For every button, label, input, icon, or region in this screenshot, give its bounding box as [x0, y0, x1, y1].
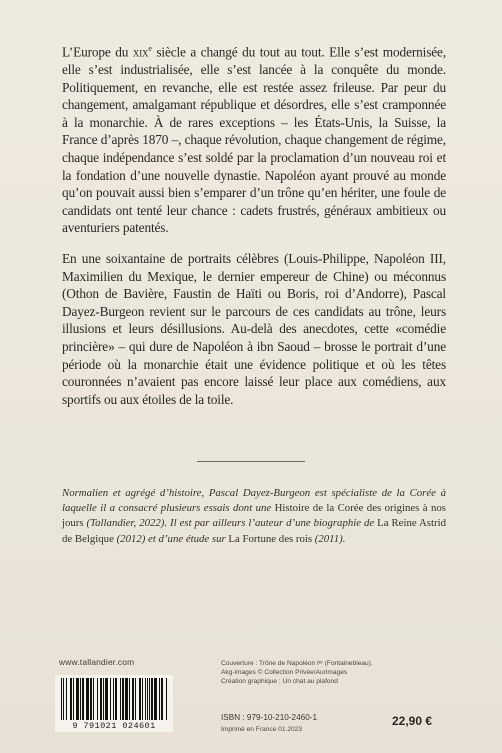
barcode-bar: [139, 678, 141, 720]
barcode-bar: [97, 678, 98, 720]
bio-text-4: (2011).: [312, 532, 346, 545]
barcode-bar: [161, 678, 163, 720]
barcode-bar: [86, 678, 89, 720]
barcode-bar: [149, 678, 150, 720]
barcode-bars: [61, 678, 167, 720]
barcode-bar: [142, 678, 143, 720]
barcode: [55, 675, 173, 732]
barcode-bar: [132, 678, 134, 720]
barcode-number: 9 791021 024601: [72, 721, 156, 731]
barcode-bar: [70, 678, 72, 720]
barcode-bar: [82, 678, 84, 720]
bio-text-2: (Tallandier, 2022). Il est par ailleurs l’auteur d’une biographie de: [83, 517, 378, 530]
author-bio: [62, 486, 446, 547]
barcode-bar: [61, 678, 62, 720]
barcode-bar: [135, 678, 136, 720]
century-superscript: e: [148, 44, 152, 53]
printed-in: Imprimé en France 01.2023: [221, 726, 302, 733]
bio-book-title-2: La Reine Astrid de Belgique: [62, 517, 446, 545]
bio-text-1: Normalien et agrégé d’histoire, Pascal Dayez-Burgeon est spécialiste de la Corée à laquelle il a consacré plusieurs essais dont une: [62, 487, 446, 515]
barcode-bar: [151, 678, 153, 720]
barcode-bar: [66, 678, 67, 720]
bio-book-title-3: La Fortune des rois: [228, 532, 313, 545]
barcode-bar: [154, 678, 157, 720]
publisher-url[interactable]: www.tallandier.com: [59, 657, 135, 667]
bio-text-3: (2012) et d’une étude sur: [113, 532, 229, 545]
century-numeral: xix: [132, 44, 149, 60]
bio-book-title-1: Histoire de la Corée des origines à nos jours: [62, 502, 446, 530]
barcode-bar: [113, 678, 114, 720]
barcode-bar: [122, 678, 124, 720]
credit-line-3: Création graphique : Un chat au plafond: [221, 678, 338, 685]
barcode-bar: [105, 678, 108, 720]
blurb-paragraph-1: [62, 40, 446, 237]
credit-line-1: Couverture : Trône de Napoléon Iᵉʳ (Fontainebleau).: [221, 660, 373, 667]
blurb-paragraph-2: En une soixantaine de portraits célèbres (Louis-Philippe, Napoléon III, Maximilien du Mexique, le dernier empereur de Chine) ou méconnus (Othon de Bavière, Faustin de Haïti ou Boris, roi d’Andorre), Pascal Dayez-Burgeon revient sur le parcours de ces candidats au trône, leurs illusions et leurs désillusions. Au-delà des anecdotes, cette «comédie princière» – qui dure de Napoléon à ibn Saoud – brosse le portrait d’une période où la monarchie était une évidence politique et où les têtes couronnées n’avaient pas encore laissé leur place aux comédiens, aux sportifs ou aux étoiles de la toile.: [62, 250, 446, 407]
blurb-p1-start: L’Europe du: [62, 44, 133, 60]
barcode-bar: [103, 678, 104, 720]
blurb-p1-rest: siècle a changé du tout au tout. Elle s’est modernisée, elle s’est industrialisée, elle s’est lancée à la conquête du monde. Politiquement, en revanche, elle est restée assez frileuse. Par peur du changement, amalgamant république et désordres, elle s’est cramponnée à la monarchie. À de rares exceptions – les États-Unis, la Suisse, la France d’après 1870 –, chaque révolution, chaque changement de régime, chaque indépendance s’est soldé par la proclamation d’un nouveau roi et la fondation d’une nouvelle dynastie. Napoléon ayant prouvé au monde qu’on pouvait aussi bien s’emparer d’un trône qu’en hériter, une foule de candidats ont tenté leur chance : cadets frustrés, généraux ambitieux ou aventuriers patentés.: [62, 44, 446, 236]
barcode-bar: [125, 678, 128, 720]
barcode-bar: [129, 678, 130, 720]
price: 22,90 €: [392, 714, 433, 728]
barcode-bar: [80, 678, 81, 720]
barcode-bar: [90, 678, 92, 720]
barcode-bar: [166, 678, 167, 720]
barcode-bar: [93, 678, 94, 720]
barcode-bar: [100, 678, 102, 720]
barcode-bar: [159, 678, 160, 720]
barcode-bar: [73, 678, 74, 720]
barcode-bar: [115, 678, 117, 720]
barcode-bar: [145, 678, 146, 720]
barcode-bar: [63, 678, 64, 720]
barcode-bar: [120, 678, 121, 720]
credit-line-2: Akg-images © Collection Privée/Aurimages: [221, 669, 348, 676]
section-divider: [197, 461, 305, 462]
cover-credits: [221, 659, 421, 686]
barcode-bar: [76, 678, 79, 720]
barcode-bar: [110, 678, 111, 720]
blurb: [62, 40, 446, 421]
barcode-bar: [147, 678, 148, 720]
isbn: ISBN : 979-10-210-2460-1: [221, 713, 318, 722]
